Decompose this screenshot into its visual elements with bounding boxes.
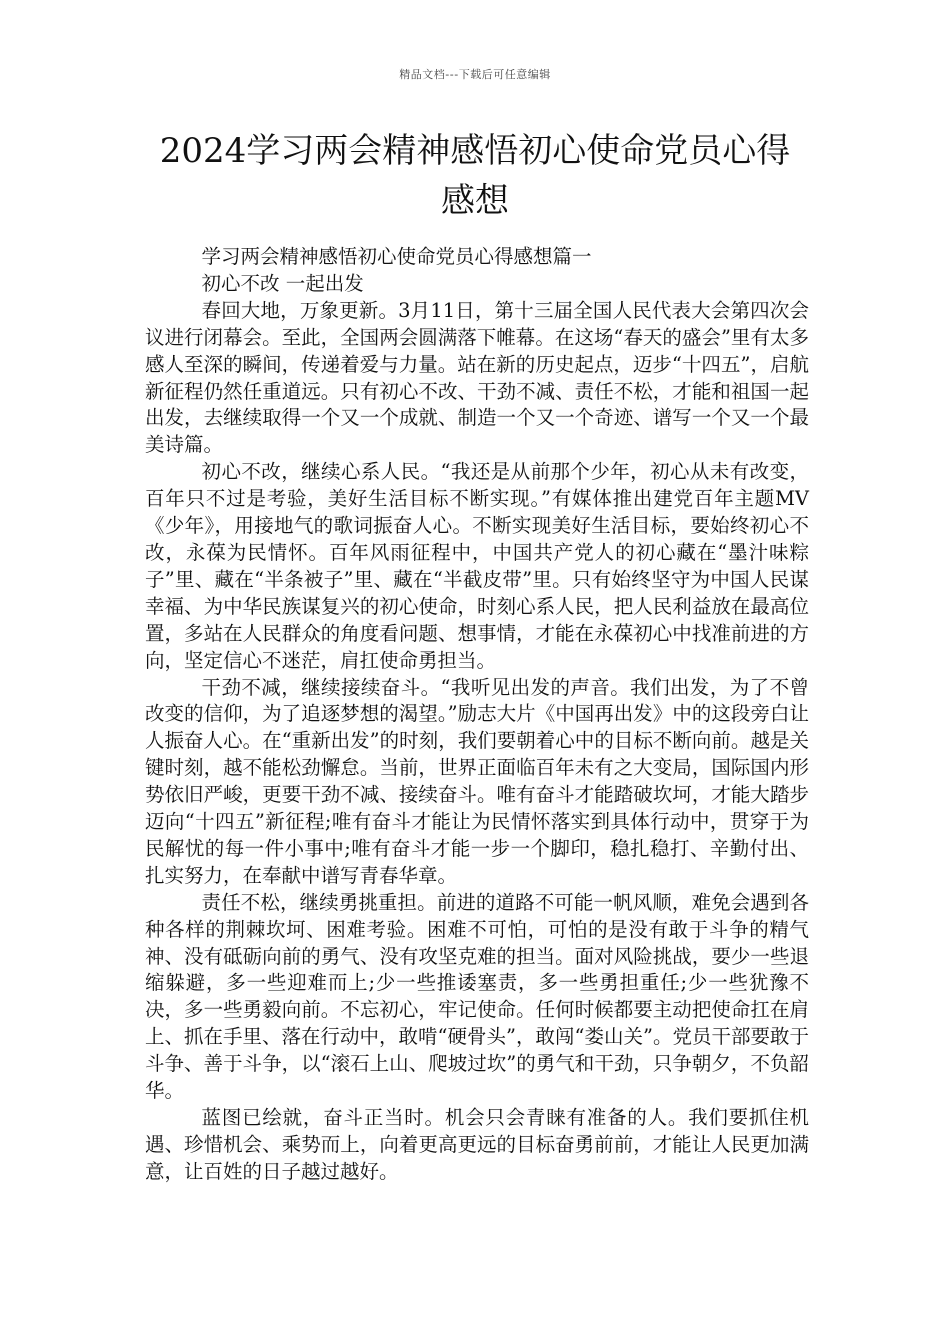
section-heading: 学习两会精神感悟初心使命党员心得感想篇一 bbox=[201, 245, 592, 268]
body-paragraph: 春回大地，万象更新。3月11日，第十三届全国人民代表大会第四次会议进行闭幕会。至此，全国两会圆满落下帷幕。在这场“春天的盛会”里有太多感人至深的瞬间，传递着爱与力量。站在新的历史起点，迈步“十四五”，启航新征程仍然任重道远。只有初心不改、干劲不减、责任不松，才能和祖国一起出发，去继续取得一个又一个成就、制造一个又一个奇迹、谱写一个又一个最美诗篇。 bbox=[145, 298, 809, 457]
body-paragraph: 初心不改，继续心系人民。“我还是从前那个少年，初心从未有改变，百年只不过是考验，美好生活目标不断实现。”有媒体推出建党百年主题MV《少年》，用接地气的歌词振奋人心。不断实现美好生活目标，要始终初心不改，永葆为民情怀。百年风雨征程中，中国共产党人的初心藏在“墨汁味粽子”里、藏在“半条被子”里、藏在“半截皮带”里。只有始终坚守为中国人民谋幸福、为中华民族谋复兴的初心使命，时刻心系人民，把人民利益放在最高位置，多站在人民群众的角度看问题、想事情，才能在永葆初心中找准前进的方向，坚定信心不迷茫，肩扛使命勇担当。 bbox=[145, 460, 809, 672]
body-paragraph: 蓝图已绘就，奋斗正当时。机会只会青睐有准备的人。我们要抓住机遇、珍惜机会、乘势而上，向着更高更远的目标奋勇前前，才能让人民更加满意，让百姓的日子越过越好。 bbox=[145, 1106, 809, 1183]
body-paragraph: 干劲不减，继续接续奋斗。“我听见出发的声音。我们出发，为了不曾改变的信仰，为了追逐梦想的渴望。”励志大片《中国再出发》中的这段旁白让人振奋人心。在“重新出发”的时刻，我们要朝着心中的目标不断向前。越是关键时刻，越不能松劲懈怠。当前，世界正面临百年未有之大变局，国际国内形势依旧严峻，更要干劲不减、接续奋斗。唯有奋斗才能踏破坎坷，才能大踏步迈向“十四五”新征程;唯有奋斗才能让为民情怀落实到具体行动中，贯穿于为民解忧的每一件小事中;唯有奋斗才能一步一个脚印，稳扎稳打、辛勤付出、扎实努力，在奉献中谱写青春华章。 bbox=[145, 675, 809, 887]
body-paragraph: 责任不松，继续勇挑重担。前进的道路不可能一帆风顺，难免会遇到各种各样的荆棘坎坷、困难考验。困难不可怕，可怕的是没有敢于斗争的精气神、没有砥砺向前的勇气、没有攻坚克难的担当。面对风险挑战，要少一些退缩躲避，多一些迎难而上;少一些推诿塞责，多一些勇担重任;少一些犹豫不决，多一些勇毅向前。不忘初心，牢记使命。任何时候都要主动把使命扛在肩上、抓在手里、落在行动中，敢啃“硬骨头”，敢闯“娄山关”。党员干部要敢于斗争、善于斗争，以“滚石上山、爬坡过坎”的勇气和干劲，只争朝夕，不负韶华。 bbox=[145, 890, 809, 1103]
document-title: 2024学习两会精神感悟初心使命党员心得感想 bbox=[159, 131, 791, 221]
sub-heading: 初心不改 一起出发 bbox=[201, 271, 364, 295]
header-note: 精品文档---下载后可任意编辑 bbox=[399, 68, 551, 81]
document-body bbox=[145, 244, 809, 1186]
